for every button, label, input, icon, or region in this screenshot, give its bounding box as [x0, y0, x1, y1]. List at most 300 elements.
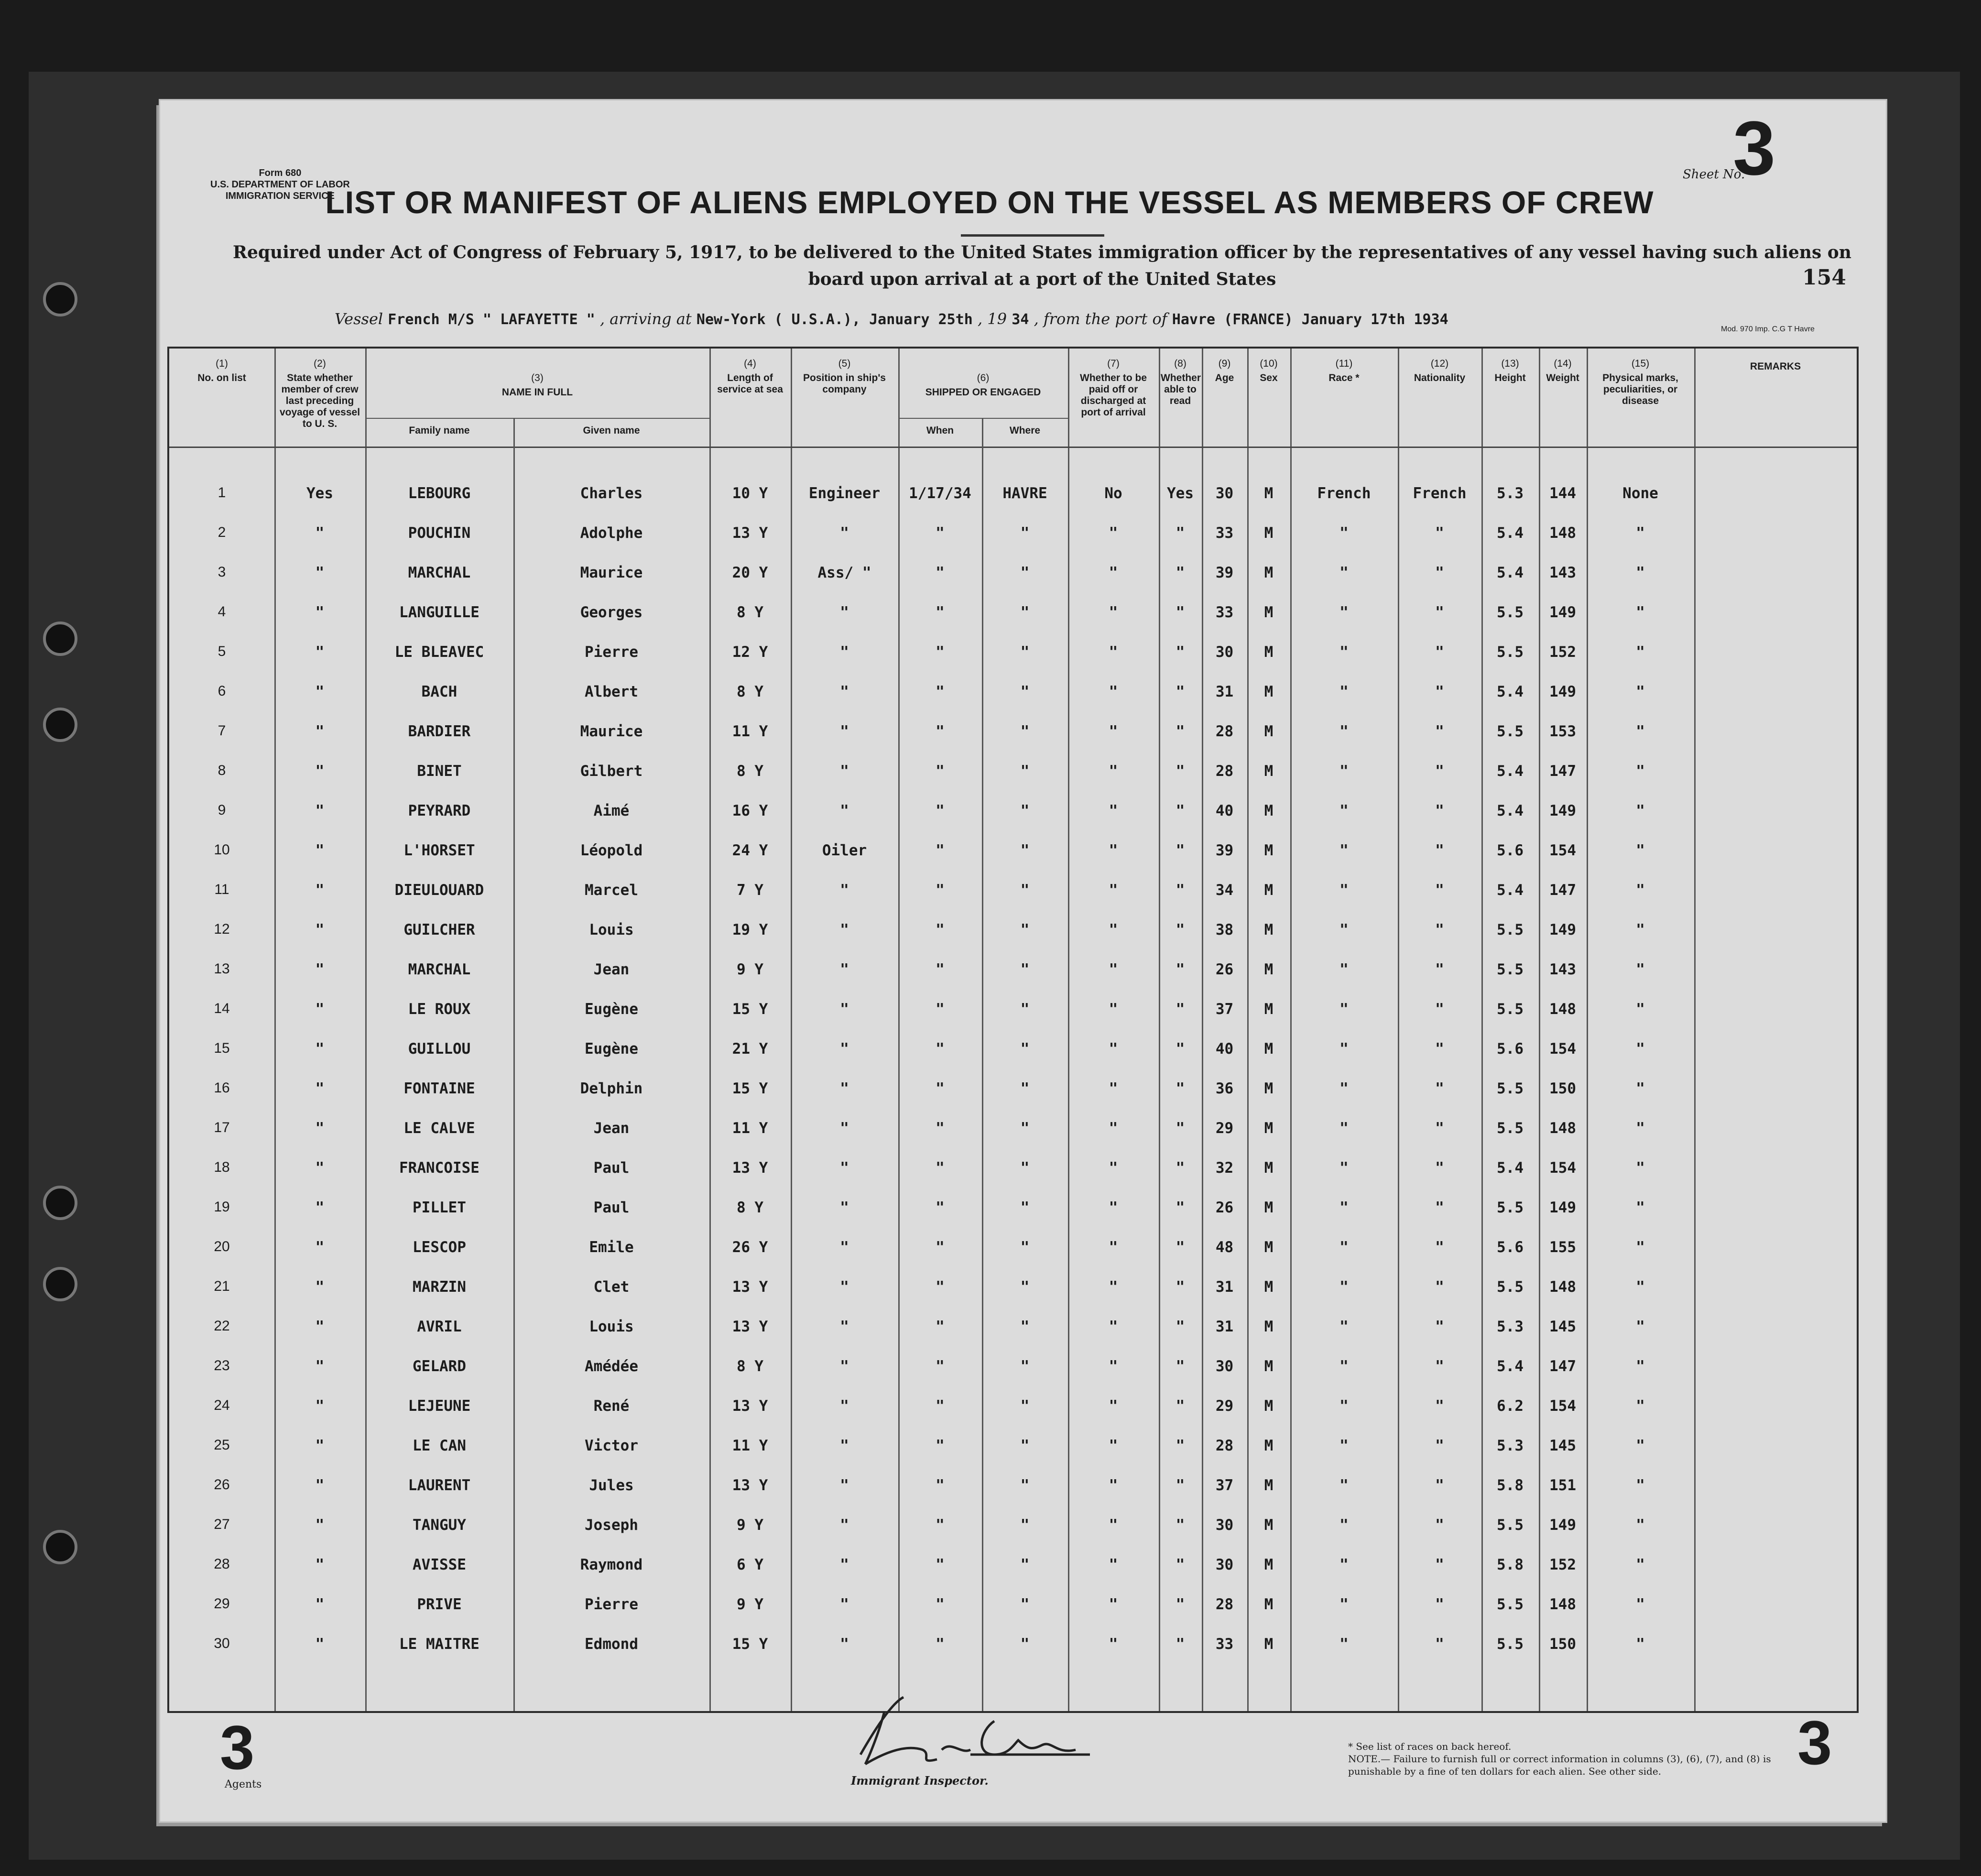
cell-given: Léopold — [580, 842, 643, 859]
cell-where: HAVRE — [1002, 485, 1047, 502]
cell-given: Pierre — [585, 644, 638, 661]
column-header — [793, 358, 896, 395]
cell-read: " — [1176, 1239, 1185, 1256]
column-number: (1) — [216, 358, 228, 369]
title-rule — [961, 234, 1104, 237]
cell-weight: 148 — [1549, 524, 1576, 542]
cell-height: 5.3 — [1497, 485, 1524, 502]
cell-height: 5.8 — [1497, 1477, 1524, 1494]
vessel-label: Vessel — [335, 310, 383, 328]
cell-race: " — [1339, 1120, 1349, 1137]
cell-race: " — [1339, 564, 1349, 581]
document-subtitle: Required under Act of Congress of February 5, 1917, to be delivered to the United States immigration officer by the representatives of any vessel having such aliens on board upon arrival at a port of the United States — [233, 242, 1851, 289]
cell-service: 15 Y — [732, 1636, 768, 1653]
cell-race: " — [1339, 1477, 1349, 1494]
cell-when: " — [936, 683, 945, 700]
cell-nationality: " — [1435, 1516, 1444, 1534]
cell-given: Gilbert — [580, 763, 643, 780]
cell-weight: 155 — [1549, 1239, 1576, 1256]
sub-column-header: When — [926, 425, 954, 436]
cell-read: " — [1176, 1080, 1185, 1097]
cell-given: Marcel — [585, 882, 638, 899]
cell-where: " — [1020, 1318, 1030, 1335]
cell-read: " — [1176, 644, 1185, 661]
cell-age: 37 — [1215, 1001, 1234, 1018]
cell-race: " — [1339, 921, 1349, 938]
cell-paid: " — [1109, 1556, 1118, 1573]
cell-when: " — [936, 763, 945, 780]
cell-service: 8 Y — [737, 683, 763, 700]
cell-no: 14 — [214, 1001, 230, 1016]
cell-paid: " — [1109, 1199, 1118, 1216]
cell-family: LEBOURG — [408, 485, 471, 502]
cell-position: " — [840, 1040, 849, 1058]
sub-column-header: Where — [1009, 425, 1041, 436]
column-label: Length of service at sea — [717, 372, 783, 395]
cell-position: " — [840, 1318, 849, 1335]
cell-sex: M — [1264, 485, 1274, 502]
cell-where: " — [1020, 683, 1030, 700]
column-header — [367, 372, 708, 398]
cell-sex: M — [1264, 1159, 1274, 1177]
cell-nationality: " — [1435, 961, 1444, 978]
cell-service: 12 Y — [732, 644, 768, 661]
cell-paid: " — [1109, 802, 1118, 819]
cell-read: " — [1176, 1397, 1185, 1415]
cell-prev: " — [315, 1477, 325, 1494]
cell-no: 15 — [214, 1040, 230, 1056]
column-label: No. on list — [197, 372, 246, 383]
cell-height: 5.5 — [1497, 1001, 1524, 1018]
cell-no: 28 — [214, 1556, 230, 1572]
cell-read: " — [1176, 1278, 1185, 1296]
cell-paid: " — [1109, 1040, 1118, 1058]
cell-prev: " — [315, 961, 325, 978]
cell-service: 21 Y — [732, 1040, 768, 1058]
cell-paid: " — [1109, 604, 1118, 621]
cell-race: " — [1339, 1278, 1349, 1296]
cell-position: " — [840, 1477, 849, 1494]
column-number: (10) — [1260, 358, 1278, 369]
cell-no: 27 — [214, 1516, 230, 1532]
cell-sex: M — [1264, 1001, 1274, 1018]
column-number: (8) — [1174, 358, 1186, 369]
cell-sex: M — [1264, 1278, 1274, 1296]
cell-height: 5.5 — [1497, 1120, 1524, 1137]
cell-prev: " — [315, 1080, 325, 1097]
cell-when: " — [936, 961, 945, 978]
cell-position: " — [840, 1596, 849, 1613]
races-note: * See list of races on back hereof. — [1348, 1741, 1512, 1752]
column-number: (2) — [314, 358, 326, 369]
column-number: (14) — [1554, 358, 1572, 369]
cell-race: " — [1339, 1040, 1349, 1058]
cell-age: 31 — [1215, 1278, 1234, 1296]
cell-when: " — [936, 564, 945, 581]
year-value: 34 — [1012, 311, 1029, 328]
cell-nationality: " — [1435, 1159, 1444, 1177]
column-label: Height — [1494, 372, 1526, 383]
column-header — [1161, 358, 1200, 407]
cell-prev: " — [315, 1358, 325, 1375]
cell-marks: " — [1636, 1477, 1645, 1494]
cell-family: BINET — [417, 763, 462, 780]
cell-service: 15 Y — [732, 1080, 768, 1097]
cell-paid: " — [1109, 1278, 1118, 1296]
cell-family: FRANCOISE — [399, 1159, 479, 1177]
cell-race: " — [1339, 1397, 1349, 1415]
cell-when: " — [936, 1278, 945, 1296]
cell-family: LE CALVE — [403, 1120, 475, 1137]
cell-where: " — [1020, 1516, 1030, 1534]
cell-paid: " — [1109, 921, 1118, 938]
cell-no: 19 — [214, 1199, 230, 1215]
cell-weight: 150 — [1549, 1080, 1576, 1097]
cell-service: 9 Y — [737, 961, 763, 978]
cell-read: " — [1176, 961, 1185, 978]
cell-age: 39 — [1215, 564, 1234, 581]
cell-when: " — [936, 842, 945, 859]
cell-family: L'HORSET — [403, 842, 475, 859]
cell-race: " — [1339, 1199, 1349, 1216]
cell-age: 26 — [1215, 961, 1234, 978]
column-header — [1696, 358, 1855, 372]
cell-given: Louis — [589, 921, 634, 938]
cell-when: " — [936, 1397, 945, 1415]
cell-age: 31 — [1215, 1318, 1234, 1335]
cell-read: " — [1176, 723, 1185, 740]
cell-read: " — [1176, 1318, 1185, 1335]
cell-nationality: " — [1435, 842, 1444, 859]
inspector-signature — [851, 1692, 1099, 1774]
cell-weight: 153 — [1549, 723, 1576, 740]
column-divider — [365, 349, 367, 1711]
column-number: (4) — [744, 358, 756, 369]
cell-paid: " — [1109, 842, 1118, 859]
cell-marks: " — [1636, 1239, 1645, 1256]
cell-family: BARDIER — [408, 723, 471, 740]
cell-sex: M — [1264, 1239, 1274, 1256]
cell-family: AVRIL — [417, 1318, 462, 1335]
cell-weight: 144 — [1549, 485, 1576, 502]
cell-marks: " — [1636, 604, 1645, 621]
cell-height: 5.5 — [1497, 723, 1524, 740]
cell-race: " — [1339, 763, 1349, 780]
cell-position: " — [840, 644, 849, 661]
cell-when: 1/17/34 — [909, 485, 971, 502]
cell-position: " — [840, 802, 849, 819]
cell-prev: " — [315, 842, 325, 859]
cell-sex: M — [1264, 723, 1274, 740]
cell-sex: M — [1264, 1636, 1274, 1653]
cell-race: French — [1317, 485, 1371, 502]
cell-weight: 150 — [1549, 1636, 1576, 1653]
cell-sex: M — [1264, 1318, 1274, 1335]
cell-no: 13 — [214, 961, 230, 977]
cell-where: " — [1020, 842, 1030, 859]
cell-no: 3 — [218, 564, 226, 580]
cell-age: 30 — [1215, 1516, 1234, 1534]
cell-when: " — [936, 1556, 945, 1573]
cell-service: 8 Y — [737, 763, 763, 780]
cell-nationality: " — [1435, 1318, 1444, 1335]
cell-position: " — [840, 1239, 849, 1256]
cell-nationality: " — [1435, 1199, 1444, 1216]
cell-when: " — [936, 882, 945, 899]
cell-no: 1 — [218, 485, 226, 501]
column-number: (3) — [531, 372, 544, 383]
cell-sex: M — [1264, 1358, 1274, 1375]
cell-height: 5.5 — [1497, 1278, 1524, 1296]
cell-weight: 143 — [1549, 961, 1576, 978]
cell-where: " — [1020, 882, 1030, 899]
cell-height: 5.5 — [1497, 1596, 1524, 1613]
cell-no: 9 — [218, 802, 226, 818]
cell-height: 5.3 — [1497, 1437, 1524, 1454]
cell-family: LAURENT — [408, 1477, 471, 1494]
column-divider — [898, 349, 900, 1711]
cell-position: Ass/ " — [817, 564, 871, 581]
cell-when: " — [936, 1358, 945, 1375]
cell-when: " — [936, 921, 945, 938]
column-divider — [1539, 349, 1540, 1711]
cell-sex: M — [1264, 1516, 1274, 1534]
cell-age: 30 — [1215, 485, 1234, 502]
cell-race: " — [1339, 1556, 1349, 1573]
cell-paid: " — [1109, 1437, 1118, 1454]
cell-read: " — [1176, 1596, 1185, 1613]
cell-no: 8 — [218, 763, 226, 778]
cell-where: " — [1020, 1159, 1030, 1177]
cell-when: " — [936, 1239, 945, 1256]
cell-read: " — [1176, 921, 1185, 938]
cell-sex: M — [1264, 1437, 1274, 1454]
cell-age: 30 — [1215, 1556, 1234, 1573]
cell-prev: " — [315, 1397, 325, 1415]
cell-marks: " — [1636, 1636, 1645, 1653]
cell-family: GUILCHER — [403, 921, 475, 938]
cell-age: 34 — [1215, 882, 1234, 899]
cell-no: 26 — [214, 1477, 230, 1493]
cell-sex: M — [1264, 1556, 1274, 1573]
cell-where: " — [1020, 1199, 1030, 1216]
cell-family: LEJEUNE — [408, 1397, 471, 1415]
cell-age: 40 — [1215, 1040, 1234, 1058]
column-number: (7) — [1107, 358, 1120, 369]
cell-weight: 148 — [1549, 1001, 1576, 1018]
cell-paid: " — [1109, 723, 1118, 740]
cell-given: Pierre — [585, 1596, 638, 1613]
cell-age: 33 — [1215, 1636, 1234, 1653]
cell-nationality: French — [1413, 485, 1467, 502]
cell-nationality: " — [1435, 564, 1444, 581]
cell-read: " — [1176, 1636, 1185, 1653]
cell-marks: " — [1636, 1001, 1645, 1018]
cell-when: " — [936, 1040, 945, 1058]
column-label: Weight — [1546, 372, 1579, 383]
cell-marks: " — [1636, 802, 1645, 819]
cell-age: 33 — [1215, 604, 1234, 621]
cell-nationality: " — [1435, 1437, 1444, 1454]
cell-race: " — [1339, 1001, 1349, 1018]
column-divider — [1481, 349, 1483, 1711]
cell-sex: M — [1264, 1477, 1274, 1494]
vessel-line — [335, 310, 1448, 328]
cell-race: " — [1339, 1159, 1349, 1177]
cell-given: Aimé — [593, 802, 630, 819]
department-name: U.S. DEPARTMENT OF LABOR — [210, 179, 350, 190]
cell-sex: M — [1264, 644, 1274, 661]
cell-paid: " — [1109, 1516, 1118, 1534]
cell-height: 5.5 — [1497, 604, 1524, 621]
cell-given: Jean — [593, 1120, 630, 1137]
cell-paid: " — [1109, 1596, 1118, 1613]
cell-paid: " — [1109, 1120, 1118, 1137]
cell-marks: " — [1636, 1556, 1645, 1573]
column-header — [1292, 358, 1396, 384]
cell-position: " — [840, 1001, 849, 1018]
cell-weight: 143 — [1549, 564, 1576, 581]
from-port-value: Havre (FRANCE) January 17th 1934 — [1172, 311, 1448, 328]
cell-where: " — [1020, 921, 1030, 938]
cell-nationality: " — [1435, 723, 1444, 740]
cell-paid: " — [1109, 961, 1118, 978]
cell-where: " — [1020, 1437, 1030, 1454]
vessel-name: French M/S " LAFAYETTE " — [388, 311, 595, 328]
cell-prev: " — [315, 1636, 325, 1653]
cell-weight: 148 — [1549, 1278, 1576, 1296]
cell-nationality: " — [1435, 1358, 1444, 1375]
cell-no: 20 — [214, 1239, 230, 1254]
cell-where: " — [1020, 1636, 1030, 1653]
cell-height: 5.5 — [1497, 961, 1524, 978]
cell-paid: No — [1104, 485, 1122, 502]
cell-marks: " — [1636, 524, 1645, 542]
cell-marks: " — [1636, 1397, 1645, 1415]
column-label: Sex — [1260, 372, 1278, 383]
cell-given: Adolphe — [580, 524, 643, 542]
cell-prev: " — [315, 802, 325, 819]
cell-position: " — [840, 1120, 849, 1137]
column-label: REMARKS — [1750, 361, 1801, 372]
cell-family: GUILLOU — [408, 1040, 471, 1058]
cell-where: " — [1020, 1120, 1030, 1137]
cell-age: 28 — [1215, 1437, 1234, 1454]
binder-hole — [43, 282, 77, 316]
cell-marks: " — [1636, 723, 1645, 740]
cell-sex: M — [1264, 524, 1274, 542]
cell-weight: 149 — [1549, 1516, 1576, 1534]
cell-marks: " — [1636, 1516, 1645, 1534]
sub-column-header: Given name — [583, 425, 640, 436]
cell-service: 9 Y — [737, 1516, 763, 1534]
cell-given: Victor — [585, 1437, 638, 1454]
cell-prev: " — [315, 1278, 325, 1296]
cell-given: Emile — [589, 1239, 634, 1256]
printer-mark: Mod. 970 Imp. C.G T Havre — [1721, 325, 1815, 333]
cell-family: LE ROUX — [408, 1001, 471, 1018]
cell-service: 13 Y — [732, 1159, 768, 1177]
cell-position: " — [840, 683, 849, 700]
cell-no: 24 — [214, 1397, 230, 1413]
cell-when: " — [936, 1596, 945, 1613]
cell-sex: M — [1264, 1120, 1274, 1137]
cell-where: " — [1020, 1001, 1030, 1018]
cell-paid: " — [1109, 1318, 1118, 1335]
cell-race: " — [1339, 723, 1349, 740]
cell-paid: " — [1109, 763, 1118, 780]
document-title: LIST OR MANIFEST OF ALIENS EMPLOYED ON THE VESSEL AS MEMBERS OF CREW — [325, 185, 1654, 220]
cell-position: " — [840, 882, 849, 899]
column-number: (9) — [1218, 358, 1231, 369]
cell-given: Raymond — [580, 1556, 643, 1573]
cell-read: " — [1176, 683, 1185, 700]
column-divider — [1694, 349, 1696, 1711]
column-divider — [1290, 349, 1292, 1711]
cell-service: 13 Y — [732, 1397, 768, 1415]
cell-weight: 149 — [1549, 604, 1576, 621]
cell-paid: " — [1109, 644, 1118, 661]
cell-race: " — [1339, 604, 1349, 621]
cell-no: 7 — [218, 723, 226, 739]
cell-family: BACH — [421, 683, 457, 700]
cell-when: " — [936, 1477, 945, 1494]
cell-when: " — [936, 1159, 945, 1177]
cell-read: " — [1176, 1437, 1185, 1454]
cell-service: 8 Y — [737, 604, 763, 621]
cell-nationality: " — [1435, 882, 1444, 899]
cell-position: " — [840, 1080, 849, 1097]
cell-height: 5.5 — [1497, 1636, 1524, 1653]
cell-where: " — [1020, 961, 1030, 978]
cell-weight: 148 — [1549, 1596, 1576, 1613]
cell-when: " — [936, 1001, 945, 1018]
cell-family: TANGUY — [413, 1516, 466, 1534]
cell-sex: M — [1264, 1596, 1274, 1613]
cell-where: " — [1020, 1040, 1030, 1058]
cell-position: " — [840, 1159, 849, 1177]
cell-race: " — [1339, 961, 1349, 978]
cell-race: " — [1339, 1358, 1349, 1375]
cell-weight: 154 — [1549, 1397, 1576, 1415]
cell-given: Clet — [593, 1278, 630, 1296]
cell-given: Amédée — [585, 1358, 638, 1375]
cell-marks: " — [1636, 1199, 1645, 1216]
cell-marks: " — [1636, 1358, 1645, 1375]
cell-nationality: " — [1435, 1636, 1444, 1653]
column-header — [1541, 358, 1585, 384]
cell-given: Georges — [580, 604, 643, 621]
cell-service: 8 Y — [737, 1199, 763, 1216]
cell-prev: " — [315, 683, 325, 700]
cell-where: " — [1020, 1080, 1030, 1097]
cell-prev: " — [315, 564, 325, 581]
cell-no: 16 — [214, 1080, 230, 1096]
cell-prev: " — [315, 1556, 325, 1573]
cell-no: 12 — [214, 921, 230, 937]
cell-given: Charles — [580, 485, 643, 502]
cell-age: 38 — [1215, 921, 1234, 938]
cell-nationality: " — [1435, 1596, 1444, 1613]
cell-paid: " — [1109, 1477, 1118, 1494]
column-header — [1249, 358, 1288, 384]
cell-read: " — [1176, 1040, 1185, 1058]
cell-no: 18 — [214, 1159, 230, 1175]
cell-where: " — [1020, 1358, 1030, 1375]
cell-when: " — [936, 1636, 945, 1653]
cell-service: 24 Y — [732, 842, 768, 859]
cell-read: " — [1176, 1120, 1185, 1137]
